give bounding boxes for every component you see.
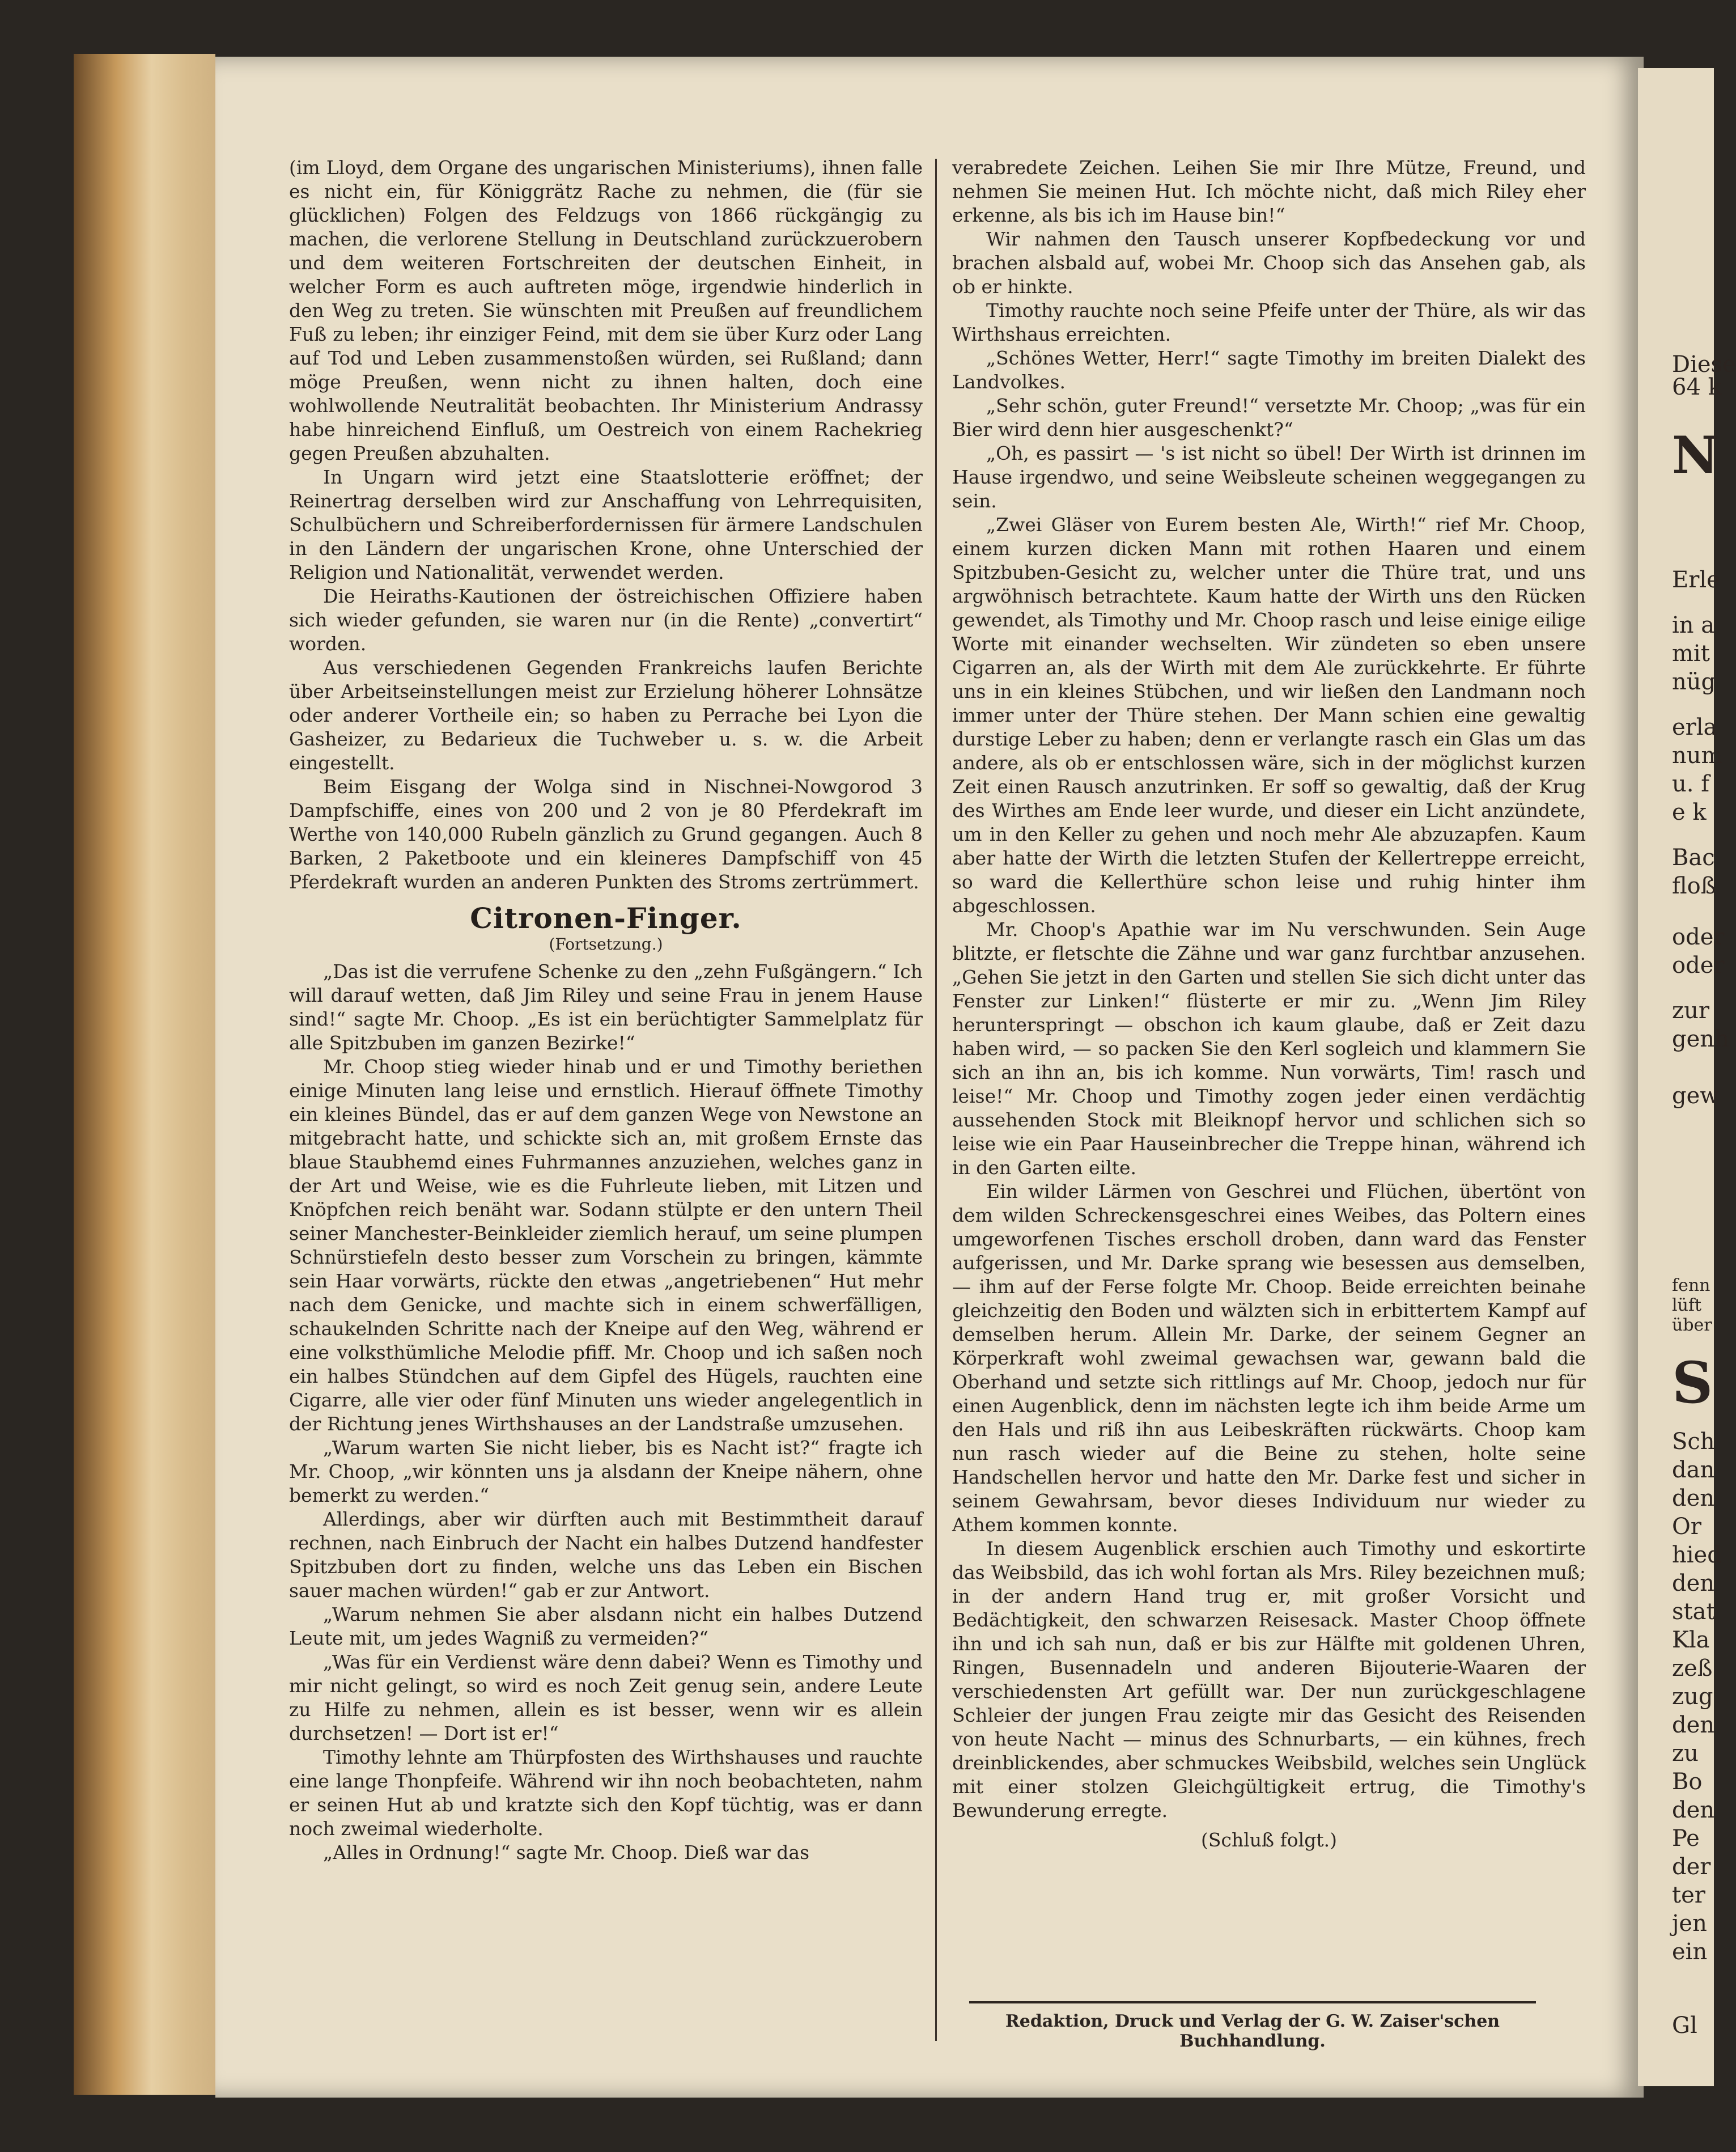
story-paragraph: Timothy rauchte noch seine Pfeife unter der Thüre, als wir das Wirthshaus erreichten. xyxy=(952,299,1586,345)
story-paragraph: „Das ist die verrufene Schenke zu den „zehn Fußgängern.“ Ich will darauf wetten, daß Jim Riley und seine Frau in jenem Hause sind!“ sagte Mr. Choop. „Es ist ein berüchtigter Sammelplatz für alle Spitzbuben im ganzen Bezirke!“ xyxy=(289,960,923,1054)
imprint: Redaktion, Druck und Verlag der G. W. Zaiser'schen Buchhandlung. xyxy=(1005,2011,1500,2051)
facing-fragment: den xyxy=(1672,1712,1715,1738)
story-paragraph: „Was für ein Verdienst wäre denn dabei? Wenn es Timothy und mir nicht gelingt, so wird es noch Zeit genug sein, andere Leute zu Hilfe zu nehmen, allein es ist besser, wenn wir es allein durchsetzen! — Dort ist er!“ xyxy=(289,1651,923,1744)
facing-fragment: den xyxy=(1672,1797,1715,1823)
facing-fragment: Gl xyxy=(1672,2013,1697,2039)
facing-fragment: gew xyxy=(1672,1083,1720,1109)
story-title: Citronen-Finger. xyxy=(470,901,742,935)
facing-fragment: zug xyxy=(1672,1684,1713,1710)
continuation-note: (Schluß folgt.) xyxy=(1201,1829,1337,1851)
story-paragraph: „Warum warten Sie nicht lieber, bis es Nacht ist?“ fragte ich Mr. Choop, „wir könnten uns ja alsdann der Kneipe nähern, ohne bemerkt zu werden.“ xyxy=(289,1437,923,1506)
story-paragraph: Timothy lehnte am Thürpfosten des Wirthshauses und rauchte eine lange Thonpfeife. Während wir ihn noch beobachteten, nahm er seinen Hut ab und kratzte sich den Kopf tüchtig, was er dann noch zweimal wiederholte. xyxy=(289,1746,923,1840)
facing-fragment: den xyxy=(1672,1485,1715,1511)
facing-fragment: Pe xyxy=(1672,1825,1700,1852)
facing-fragment: Bac xyxy=(1672,845,1715,871)
facing-fragment: u. f xyxy=(1672,771,1709,797)
facing-fragment: ter xyxy=(1672,1882,1705,1908)
news-paragraph: In Ungarn wird jetzt eine Staatslotterie eröffnet; der Reinertrag derselben wird zur Anschaffung von Lehrrequisiten, Schulbüchern und Schreiberfordernissen für ärmere Landschulen in den Ländern der ungarischen Krone, ohne Unterschied der Religion und Nationalität, verwendet werden. xyxy=(289,466,923,583)
facing-fragment: erla xyxy=(1672,714,1717,740)
column-divider xyxy=(935,159,937,2041)
facing-fragment: Kla xyxy=(1672,1627,1710,1653)
facing-fragment: zu xyxy=(1672,1740,1699,1766)
facing-fragment: 64 k xyxy=(1672,374,1722,400)
facing-fragment: oder xyxy=(1672,924,1725,950)
facing-fragment: num xyxy=(1672,743,1723,769)
facing-fragment: e k xyxy=(1672,799,1707,825)
footer-rule xyxy=(969,2001,1536,2003)
news-paragraph: Aus verschiedenen Gegenden Frankreichs laufen Berichte über Arbeitseinstellungen meist zur Erzielung höherer Lohnsätze oder anderer Vortheile ein; so haben zu Perrache bei Lyon die Gasheizer, zu Bedarieux die Tuchweber u. s. w. die Arbeit eingestellt. xyxy=(289,656,923,774)
facing-fragment: Or xyxy=(1672,1514,1701,1540)
facing-fragment: jen xyxy=(1672,1910,1707,1937)
story-paragraph: „Zwei Gläser von Eurem besten Ale, Wirth!“ rief Mr. Choop, einem kurzen dicken Mann mit rothen Haaren und einem Spitzbuben-Gesicht zu, welcher unter die Thüre trat, und uns argwöhnisch betrachtete. Kaum hatte der Wirth uns den Rücken gewendet, als Timothy und Mr. Choop rasch und leise einige eilige Worte mit einander wechselten. Wir zündeten so eben unsere Cigarren an, als der Wirth mit dem Ale zurückkehrte. Er führte uns in ein kleines Stübchen, und wir ließen den Landmann noch immer unter der Thüre stehen. Der Mann schien eine gewaltig durstige Leber zu haben; denn er verlangte rasch ein Glas um das andere, als ob er entschlossen wäre, sich in der möglichst kurzen Zeit einen Rausch anzutrinken. Er soff so gewaltig, daß der Krug des Wirthes am Ende leer wurde, und dieser ein Licht anzündete, um in den Keller zu gehen und noch mehr Ale abzuzapfen. Kaum aber hatte der Wirth die letzten Stufen der Kellertreppe erreicht, so ward die Kellerthüre schon leise und ruhig hinter ihm abgeschlossen. xyxy=(952,514,1586,917)
facing-fragment: hied xyxy=(1672,1542,1722,1568)
facing-fragment: zur xyxy=(1672,998,1709,1024)
facing-fragment: oder xyxy=(1672,952,1725,978)
facing-fragment: mit xyxy=(1672,641,1710,667)
facing-fragment: fenn xyxy=(1672,1276,1710,1295)
facing-fragment: zeß xyxy=(1672,1655,1713,1681)
facing-fragment: lüft xyxy=(1672,1295,1702,1315)
news-paragraph: Beim Eisgang der Wolga sind in Nischnei-Nowgorod 3 Dampfschiffe, eines von 200 und 2 von je 80 Pferdekraft im Werthe von 140,000 Rubeln gänzlich zu Grund gegangen. Auch 8 Barken, 2 Paketboote und ein kleineres Dampfschiff von 45 Pferdekraft wurden an anderen Punkten des Stroms zertrümmert. xyxy=(289,776,923,893)
facing-fragment: Diese xyxy=(1672,351,1736,378)
facing-fragment: Bo xyxy=(1672,1769,1703,1795)
story-paragraph: „Warum nehmen Sie aber alsdann nicht ein halbes Dutzend Leute mit, um jedes Wagniß zu vermeiden?“ xyxy=(289,1603,923,1649)
facing-fragment: ein xyxy=(1672,1939,1708,1965)
facing-fragment: S xyxy=(1672,1349,1713,1416)
story-subtitle: (Fortsetzung.) xyxy=(549,935,663,954)
left-column xyxy=(289,156,923,1865)
news-paragraph: (im Lloyd, dem Organe des ungarischen Ministeriums), ihnen falle es nicht ein, für Königgrätz Rache zu nehmen, die (für sie glücklichen) Folgen des Feldzugs von 1866 rückgängig zu machen, die verlorene Stellung in Deutschland zurückzuerobern und dem weiteren Fortschreiten der deutschen Einheit, in welcher Form es auch auftreten möge, irgendwie hinderlich in den Weg zu treten. Sie wünschten mit Preußen auf freundlichem Fuß zu leben; ihr einziger Feind, mit dem sie über Kurz oder Lang auf Tod und Leben zusammenstoßen würden, sei Rußland; dann möge Preußen, wenn nicht zu ihnen halten, doch eine wohlwollende Neutralität beobachten. Ihr Ministerium Andrassy habe hinreichend Einfluß, um Oestreich von einem Rachekrieg gegen Preußen abzuhalten. xyxy=(289,156,923,464)
facing-fragment: genh xyxy=(1672,1026,1729,1052)
newspaper-page xyxy=(215,57,1644,2098)
story-paragraph: Mr. Choop stieg wieder hinab und er und Timothy beriethen einige Minuten lang leise und ernstlich. Hierauf öffnete Timothy ein kleines Bündel, das er auf dem ganzen Wege von Newstone an mitgebracht hatte, und schickte sich an, mit großem Ernste das blaue Staubhemd eines Fuhrmannes anzuziehen, welches ganz in der Art und Weise, wie es die Fuhrleute lieben, mit Litzen und Knöpfchen reich benäht war. Sodann stülpte er den untern Theil seiner Manchester-Beinkleider ziemlich herauf, um seine plumpen Schnürstiefeln desto besser zum Vorschein zu bringen, kämmte sein Haar vorwärts, rückte den etwas „angetriebenen“ Hut mehr nach dem Genicke, und machte sich in einem schwerfälligen, schaukelnden Schritte nach der Kneipe auf den Weg, während er eine volksthümliche Melodie pfiff. Mr. Choop und ich saßen noch ein halbes Stündchen auf dem Gipfel des Hügels, rauchten eine Cigarre, alle vier oder fünf Minuten uns wieder angelegentlich in der Richtung jenes Wirthshauses an der Landstraße umzusehen. xyxy=(289,1056,923,1435)
facing-fragment: Sch xyxy=(1672,1429,1715,1455)
news-paragraph: Die Heiraths-Kautionen der östreichischen Offiziere haben sich wieder gefunden, sie waren nur (in die Rente) „convertirt“ worden. xyxy=(289,585,923,655)
book-page-edges xyxy=(74,54,215,2095)
right-column xyxy=(952,156,1586,1852)
story-paragraph: „Alles in Ordnung!“ sagte Mr. Choop. Dieß war das xyxy=(323,1841,810,1863)
facing-fragment: in a xyxy=(1672,612,1715,638)
facing-fragment: der xyxy=(1672,1854,1711,1880)
facing-fragment: stat xyxy=(1672,1599,1716,1625)
facing-fragment: floß xyxy=(1672,873,1716,899)
facing-fragment: N xyxy=(1672,425,1719,485)
story-paragraph: verabredete Zeichen. Leihen Sie mir Ihre Mütze, Freund, und nehmen Sie meinen Hut. Ich möchte nicht, daß mich Riley eher erkenne, als bis ich im Hause bin!“ xyxy=(952,156,1586,226)
facing-fragment: den xyxy=(1672,1570,1715,1596)
facing-fragment: nüg xyxy=(1672,669,1716,695)
story-paragraph: „Oh, es passirt — 's ist nicht so übel! Der Wirth ist drinnen im Hause irgendwo, und seine Weibsleute scheinen weggegangen zu sein. xyxy=(952,442,1586,512)
facing-page xyxy=(1638,68,1736,2086)
facing-fragment: Erle xyxy=(1672,567,1720,593)
story-paragraph: Wir nahmen den Tausch unserer Kopfbedeckung vor und brachen alsbald auf, wobei Mr. Choop sich das Ansehen gab, als ob er hinkte. xyxy=(952,228,1586,298)
story-paragraph: Allerdings, aber wir dürften auch mit Bestimmtheit darauf rechnen, nach Einbruch der Nacht ein halbes Dutzend handfester Spitzbuben dort zu finden, welche uns das Leben ein Bischen sauer machen würden!“ gab er zur Antwort. xyxy=(289,1508,923,1602)
facing-fragment: dan xyxy=(1672,1457,1715,1483)
facing-fragment: über xyxy=(1672,1315,1712,1335)
story-paragraph: Ein wilder Lärmen von Geschrei und Flüchen, übertönt von dem wilden Schreckensgeschrei eines Weibes, das Poltern eines umgeworfenen Tisches erscholl droben, dann ward das Fenster aufgerissen, und Mr. Darke sprang wie besessen aus demselben, — ihm auf der Ferse folgte Mr. Choop. Beide erreichten beinahe gleichzeitig den Boden und wälzten sich in erbittertem Kampf auf demselben herum. Allein Mr. Darke, der seinem Gegner an Körperkraft wohl zweimal gewachsen war, gewann bald die Oberhand und setzte sich rittlings auf Mr. Choop, jedoch nur für einen Augenblick, denn im nächsten legte ich ihm beide Arme um den Hals und riß ihn aus Leibeskräften rückwärts. Choop kam nun rasch wieder auf die Beine zu stehen, holte seine Handschellen hervor und hatte den Mr. Darke fest und sicher in seinem Gewahrsam, bevor dieses Individuum nur wieder zu Athem kommen konnte. xyxy=(952,1180,1586,1536)
story-paragraph: „Schönes Wetter, Herr!“ sagte Timothy im breiten Dialekt des Landvolkes. xyxy=(952,347,1586,393)
story-paragraph: Mr. Choop's Apathie war im Nu verschwunden. Sein Auge blitzte, er fletschte die Zähne und war ganz furchtbar anzusehen. „Gehen Sie jetzt in den Garten und stellen Sie sich dicht unter das Fenster zur Linken!“ flüsterte er mir zu. „Wenn Jim Riley herunterspringt — obschon ich kaum glaube, daß er Zeit dazu haben wird, — so packen Sie den Kerl sogleich und klammern Sie sich an ihn an, bis ich komme. Nun vorwärts, Tim! rasch und leise!“ Mr. Choop und Timothy zogen jeder einen verdächtig aussehenden Stock mit Bleiknopf hervor und schlichen sich so leise wie ein Paar Hauseinbrecher die Treppe hinan, während ich in den Garten eilte. xyxy=(952,918,1586,1179)
story-paragraph: In diesem Augenblick erschien auch Timothy und eskortirte das Weibsbild, das ich wohl fortan als Mrs. Riley bezeichnen muß; in der andern Hand trug er, mit großer Vorsicht und Bedächtigkeit, den schwarzen Reisesack. Master Choop öffnete ihn und ich sah nun, daß er bis zur Hälfte mit goldenen Uhren, Ringen, Busennadeln und anderen Bijouterie-Waaren der verschiedensten Art gefüllt war. Der nun zurückgeschlagene Schleier der jungen Frau zeigte mir das Gesicht des Reisenden von heute Nacht — minus des Schnurbarts, — ein kühnes, frech dreinblickendes, aber schmuckes Weibsbild, welches sein Unglück mit einer stolzen Gleichgültigkeit ertrug, die Timothy's Bewunderung erregte. xyxy=(952,1537,1586,1821)
story-paragraph: „Sehr schön, guter Freund!“ versetzte Mr. Choop; „was für ein Bier wird denn hier ausgeschenkt?“ xyxy=(952,395,1586,440)
